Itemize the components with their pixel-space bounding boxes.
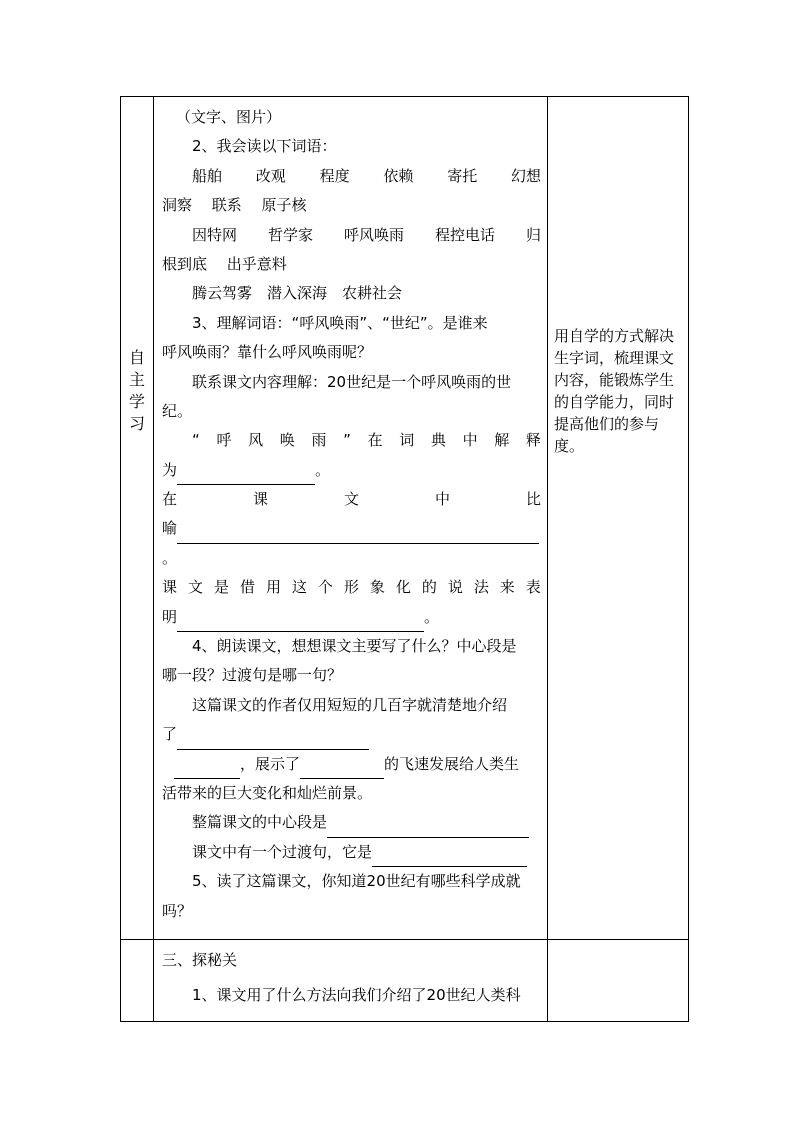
spread-line <box>162 573 541 602</box>
char: 典 <box>430 431 446 450</box>
answer-blank[interactable] <box>177 466 315 485</box>
char: 用 <box>265 578 281 597</box>
char: 是 <box>213 578 229 597</box>
char: 比 <box>525 490 541 509</box>
side-label-char: 主 <box>128 370 145 389</box>
char: 中 <box>434 490 450 509</box>
char: 说 <box>447 578 463 597</box>
self-study-row <box>121 97 689 940</box>
text-line: 根到底 出乎意料 <box>162 254 287 273</box>
text-line: 这篇课文的作者仅用短短的几百字就清楚地介绍 <box>192 695 508 714</box>
char: 词 <box>399 431 415 450</box>
teaching-note: 用自学的方式解决生字词，梳理课文内容，能锻炼学生的自学能力，同时提高他们的参与度。 <box>554 327 675 455</box>
char: 课 <box>252 490 268 509</box>
text-line: 哪一段？过渡句是哪一句？ <box>162 666 343 685</box>
word: 归 <box>525 225 541 244</box>
char: 呼 <box>216 431 232 450</box>
word: 呼风唤雨 <box>343 225 404 244</box>
prefix: 为 <box>162 460 178 479</box>
word: 寄托 <box>447 166 478 185</box>
char: 形 <box>343 578 359 597</box>
section-three <box>154 940 547 1011</box>
answer-blank[interactable] <box>177 613 424 632</box>
answer-blank[interactable] <box>177 525 539 544</box>
text-line: 2、我会读以下词语： <box>192 137 337 156</box>
word-list <box>162 162 541 191</box>
side-label-cell <box>121 97 154 940</box>
char: ” <box>343 431 351 450</box>
fill-line <box>162 603 541 632</box>
section-three-row <box>121 940 689 1022</box>
fill-line <box>162 750 541 779</box>
answer-blank[interactable] <box>174 760 240 779</box>
content-cell <box>154 97 548 940</box>
char: 的 <box>421 578 437 597</box>
lesson-table <box>120 96 689 1022</box>
word-list <box>162 221 541 250</box>
text-line: 活带来的巨大变化和灿烂前景。 <box>162 783 373 802</box>
char: 在 <box>367 431 383 450</box>
char: 唤 <box>279 431 295 450</box>
char: 文 <box>343 490 359 509</box>
text-line: 联系课文内容理解：20世纪是一个呼风唤雨的世 <box>192 372 512 391</box>
word: 程度 <box>319 166 350 185</box>
content <box>154 97 547 926</box>
word: 改观 <box>255 166 286 185</box>
prefix: 明 <box>162 607 178 626</box>
side-label-char: 学 <box>128 392 145 411</box>
spread-line <box>162 485 541 514</box>
prefix: 喻 <box>162 519 178 538</box>
answer-blank[interactable] <box>327 819 529 838</box>
text-line: 呼风唤雨？靠什么呼风唤雨呢？ <box>162 343 373 362</box>
char: 化 <box>395 578 411 597</box>
char: 借 <box>239 578 255 597</box>
fill-line <box>162 838 541 867</box>
section-three-cell <box>154 940 548 1022</box>
section-title: 三、探秘关 <box>162 951 238 969</box>
question-1: 1、课文用了什么方法向我们介绍了20世纪人类科 <box>192 986 521 1005</box>
char: 法 <box>473 578 489 597</box>
char: 解 <box>494 431 510 450</box>
char: 表 <box>525 578 541 597</box>
char: 象 <box>369 578 385 597</box>
side-label-char: 自 <box>128 348 145 367</box>
empty-note-cell <box>548 940 689 1022</box>
side-label <box>121 97 153 435</box>
fill-line <box>162 808 541 837</box>
char: 在 <box>162 490 178 509</box>
char: 这 <box>291 578 307 597</box>
side-label-char: 习 <box>128 414 145 433</box>
char: 释 <box>525 431 541 450</box>
word: 哲学家 <box>267 225 313 244</box>
char: 课 <box>162 578 178 597</box>
fill-line <box>162 514 541 543</box>
word: 因特网 <box>192 225 238 244</box>
text-line: 吗？ <box>162 901 193 920</box>
answer-blank[interactable] <box>300 760 384 779</box>
text-line: 纪。 <box>162 401 193 420</box>
prefix: 整篇课文的中心段是 <box>192 813 328 832</box>
char: 雨 <box>311 431 327 450</box>
char: “ <box>192 431 200 450</box>
text-line: 洞察 联系 原子核 <box>162 196 307 215</box>
infix: ，展示了 <box>240 754 301 773</box>
suffix: 。 <box>315 460 331 479</box>
text-line: 5、读了这篇课文，你知道20世纪有哪些科学成就 <box>192 872 521 891</box>
suffix: 。 <box>424 607 440 626</box>
text-line: 3、理解词语：“呼风唤雨”、“世纪”。是谁来 <box>192 313 488 332</box>
answer-blank[interactable] <box>372 848 527 867</box>
suffix: 的飞速发展给人类生 <box>384 754 520 773</box>
text-line: （文字、图片） <box>176 108 282 126</box>
fill-line <box>162 720 541 749</box>
word: 依赖 <box>383 166 414 185</box>
prefix: 课文中有一个过渡句，它是 <box>192 842 373 861</box>
fill-line <box>162 456 541 485</box>
char: 风 <box>248 431 264 450</box>
word: 船舶 <box>192 166 223 185</box>
char: 中 <box>462 431 478 450</box>
note-cell <box>548 97 689 940</box>
word: 幻想 <box>510 166 541 185</box>
empty-label-cell <box>121 940 154 1022</box>
text-line: 4、朗读课文，想想课文主要写了什么？中心段是 <box>192 637 517 656</box>
char: 来 <box>499 578 515 597</box>
prefix: 了 <box>162 725 178 744</box>
text-line: 。 <box>162 548 178 567</box>
char: 个 <box>317 578 333 597</box>
text-line: 腾云驾雾 潜入深海 农耕社会 <box>192 284 403 303</box>
char: 文 <box>187 578 203 597</box>
word: 程控电话 <box>434 225 495 244</box>
answer-blank[interactable] <box>177 731 369 750</box>
spread-line <box>162 426 541 455</box>
